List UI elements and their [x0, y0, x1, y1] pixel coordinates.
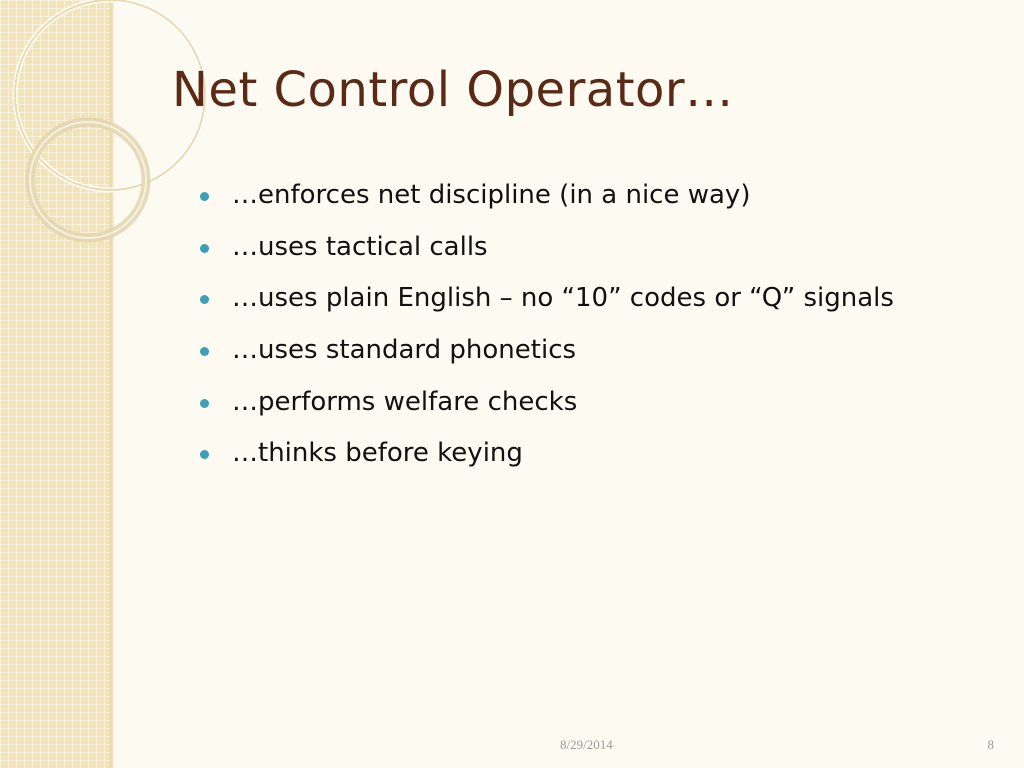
bullet-dot-icon	[200, 295, 209, 304]
bullet-dot-icon	[200, 244, 209, 253]
bullet-item	[200, 387, 920, 418]
footer-date: 8/29/2014	[560, 737, 613, 752]
bullet-text: …thinks before keying	[232, 438, 523, 469]
slide-title: Net Control Operator…	[172, 62, 734, 118]
bullet-text: …enforces net discipline (in a nice way)	[232, 180, 751, 210]
bullet-dot-icon	[200, 192, 209, 201]
bullet-text: …uses tactical calls	[232, 231, 488, 262]
bullet-dot-icon	[200, 399, 209, 408]
bullet-text: …performs welfare checks	[232, 386, 578, 417]
bullet-item	[200, 438, 920, 469]
bullet-item	[200, 335, 920, 366]
bullet-text: …uses plain English – no “10” codes or “Q” signals	[232, 283, 894, 314]
small-ring-highlight	[30, 122, 146, 238]
page-number: 8	[987, 737, 994, 752]
bullet-item	[200, 232, 920, 263]
bullet-text: …uses standard phonetics	[232, 335, 577, 366]
bullet-list	[200, 180, 920, 490]
bullet-dot-icon	[200, 347, 209, 356]
bullet-item	[200, 180, 920, 211]
bullet-item	[200, 283, 920, 314]
bullet-dot-icon	[200, 450, 209, 459]
